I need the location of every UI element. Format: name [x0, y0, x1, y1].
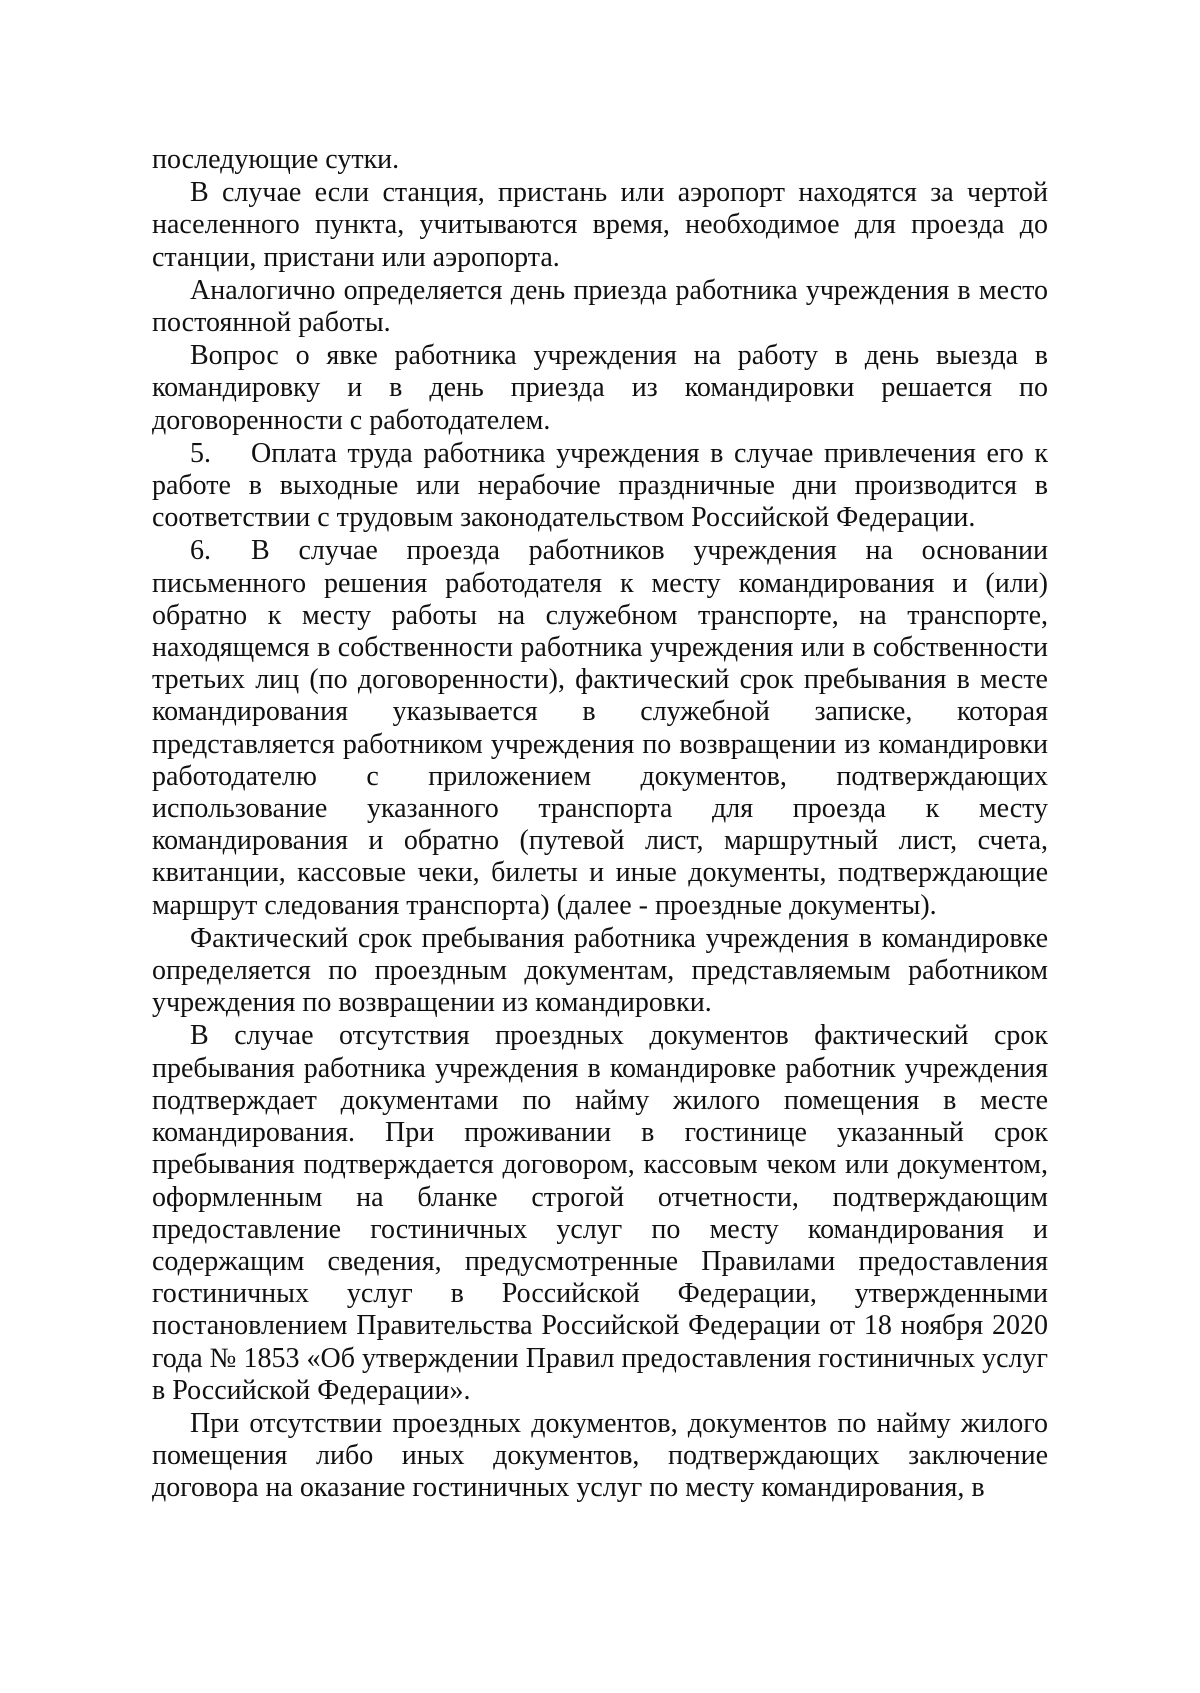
- paragraph-continuation: последующие сутки.: [152, 144, 400, 175]
- paragraph-item-5: [152, 438, 1048, 535]
- paragraph-station-location: В случае если станция, пристань или аэропорт находятся за чертой населенного пункта, учитываются время, необходимое для проезда до станции, пристани или аэропорта.: [152, 177, 1048, 273]
- item-number-6: 6.: [190, 535, 211, 567]
- paragraph-attendance-question: Вопрос о явке работника учреждения на работу в день выезда в командировку и в день приезда из командировки решается по договоренности с работодателем.: [152, 340, 1048, 436]
- item-text-5: Оплата труда работника учреждения в случае привлечения его к работе в выходные или нерабочие праздничные дни производится в соответствии с трудовым законодательством Российской Федерации.: [152, 437, 1048, 534]
- paragraph-no-documents-at-all: При отсутствии проездных документов, документов по найму жилого помещения либо иных документов, подтверждающих заключение договора на оказание гостиничных услуг по месту командирования, в: [152, 1407, 1048, 1504]
- paragraph-arrival-day: Аналогично определяется день приезда работника учреждения в место постоянной работы.: [152, 274, 1048, 339]
- paragraph-actual-stay-period: Фактический срок пребывания работника учреждения в командировке определяется по проездным документам, представляемым работником учреждения по возвращении из командировки.: [152, 922, 1048, 1019]
- paragraph-item-6: [152, 535, 1048, 921]
- paragraph-no-travel-documents: В случае отсутствия проездных документов фактический срок пребывания работника учреждения в командировке работник учреждения подтверждает документами по найму жилого помещения в месте командирования. При проживании в гостинице указанный срок пребывания подтверждается договором, кассовым чеком или документом, оформленным на бланке строгой отчетности, подтверждающим предоставление гостиничных услуг по месту командирования и содержащим сведения, предусмотренные Правилами предоставления гостиничных услуг в Российской Федерации, утвержденными постановлением Правительства Российской Федерации от 18 ноября 2020 года № 1853 «Об утверждении Правил предоставления гостиничных услуг в Российской Федерации».: [152, 1020, 1048, 1406]
- item-number-5: 5.: [190, 437, 211, 469]
- item-text-6: В случае проезда работников учреждения на основании письменного решения работодателя к месту командирования и (или) обратно к месту работы на служебном транспорте, на транспорте, находящемся в собственности работника учреждения или в собственности третьих лиц (по договоренности), фактический срок пребывания в месте командирования указывается в служебной записке, которая представляется работником учреждения по возвращении из командировки работодателю с приложением документов, подтверждающих использование указанного транспорта для проезда к месту командирования и обратно (путевой лист, маршрутный лист, счета, квитанции, кассовые чеки, билеты и иные документы, подтверждающие маршрут следования транспорта) (далее - проездные документы).: [152, 535, 1048, 921]
- document-body: [152, 144, 1048, 1506]
